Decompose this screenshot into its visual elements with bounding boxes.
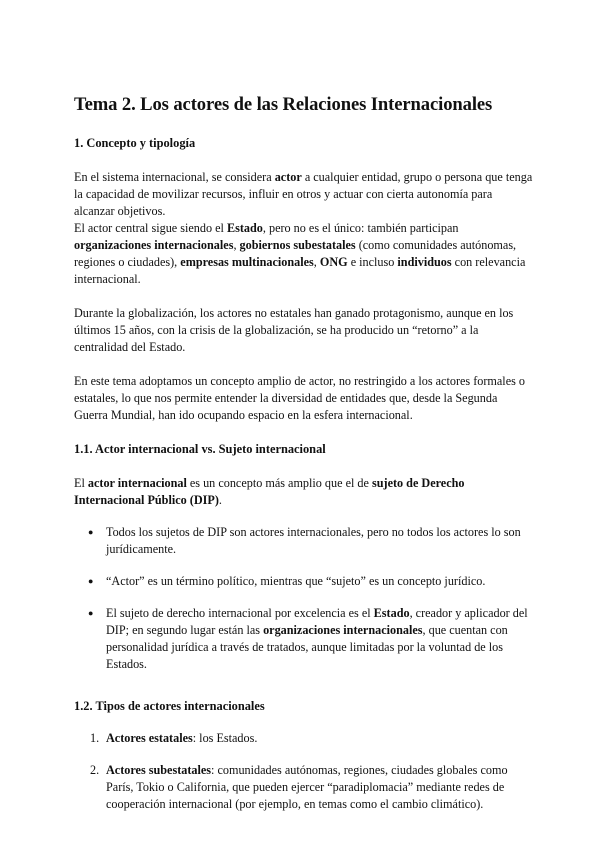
section-heading-1-2: 1.2. Tipos de actores internacionales [74, 699, 265, 713]
list-item: ● Todos los sujetos de DIP son actores internacionales, pero no todos los actores lo son jurídicamente. [74, 524, 534, 558]
bullet-list [74, 524, 534, 673]
paragraph-4: En este tema adoptamos un concepto amplio de actor, no restringido a los actores formales o estatales, lo que nos permite entender la diversidad de entidades que, desde la Segunda Guerra Mundial, han ido ocupando espacio en la esfera internacional. [74, 374, 525, 422]
list-item: 2. Actores subestatales: comunidades autónomas, regiones, ciudades globales como París, Tokio o California, que pueden ejercer “paradiplomacia” mediante redes de cooperación internacional (por ejemplo, en temas como el cambio climático). [90, 763, 508, 811]
page-title: Tema 2. Los actores de las Relaciones Internacionales [74, 94, 493, 115]
paragraph-3: Durante la globalización, los actores no estatales han ganado protagonismo, aunque en los últimos 15 años, con la crisis de la globalización, se ha producido un “retorno” a la centralidad del Estado. [74, 306, 514, 354]
list-item: 1. Actores estatales: los Estados. [90, 731, 258, 745]
section-heading-1-1: 1.1. Actor internacional vs. Sujeto internacional [74, 442, 326, 456]
paragraph-5: El actor internacional es un concepto más amplio que el de sujeto de Derecho Internacional Público (DIP). [74, 476, 465, 507]
section-heading-1: 1. Concepto y tipología [74, 136, 196, 150]
document-body [74, 94, 534, 813]
numbered-list [74, 730, 534, 813]
paragraph-1: En el sistema internacional, se considera actor a cualquier entidad, grupo o persona que tenga la capacidad de movilizar recursos, influir en otros y actuar con cierta autonomía para alcanzar objetivos. [74, 170, 533, 218]
paragraph-2: El actor central sigue siendo el Estado, pero no es el único: también participan organizaciones internacionales, gobiernos subestatales (como comunidades autónomas, regiones o ciudades), empresas multinacionales, ONG e incluso individuos con relevancia internacional. [74, 221, 526, 286]
list-item: ● El sujeto de derecho internacional por excelencia es el Estado, creador y aplicador del DIP; en segundo lugar están las organizaciones internacionales, que cuentan con personalidad jurídica a través de tratados, aunque limitadas por la voluntad de los Estados. [74, 605, 534, 673]
list-item: ● “Actor” es un término político, mientras que “sujeto” es un concepto jurídico. [74, 573, 534, 590]
